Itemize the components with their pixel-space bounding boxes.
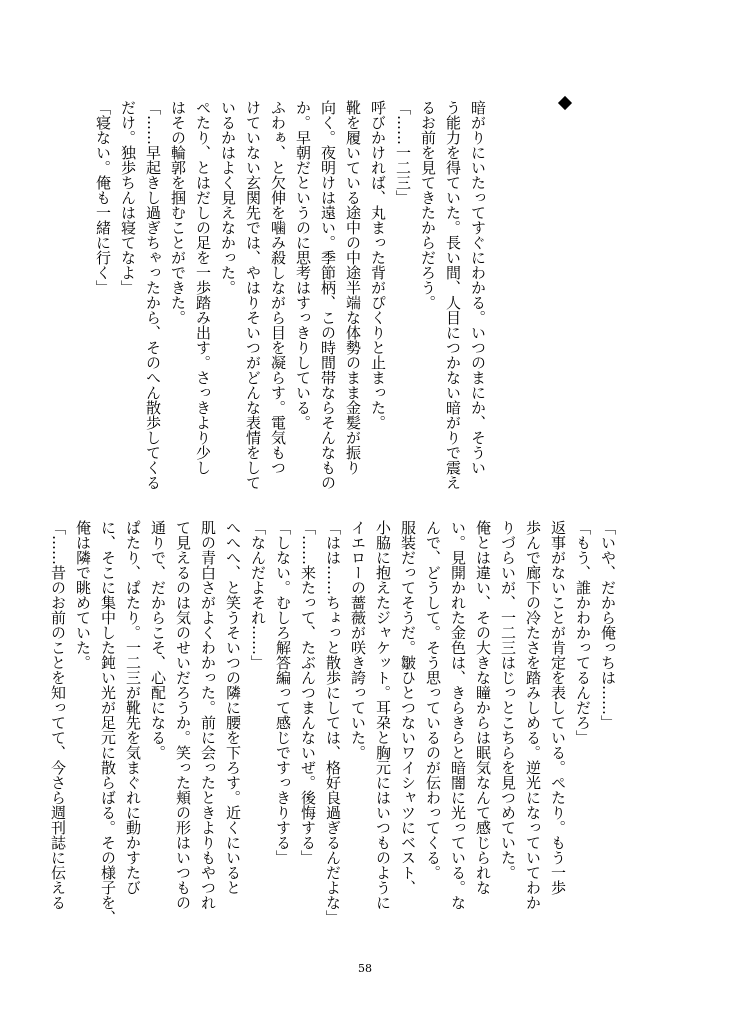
text-line: か。早朝だというのに思考はすっきりしている。 bbox=[294, 100, 312, 430]
text-line: るお前を見てきたからだろう。 bbox=[419, 100, 437, 310]
text-line: 向く。夜明けは遠い。季節柄、この時間帯ならそんなもの bbox=[319, 100, 337, 490]
text-line: んで、どうして。そう思っているのが伝わってくる。 bbox=[424, 520, 442, 880]
text-line: 「……来たって、たぶんつまんないぜ。後悔する」 bbox=[299, 520, 317, 865]
text-line: 返事がないことが肯定を表している。ぺたり。もう一歩 bbox=[549, 520, 567, 895]
text-line: 「しない。むしろ解答編って感じですっきりする」 bbox=[274, 520, 292, 865]
text-line: イエローの薔薇が咲き誇っていた。 bbox=[349, 520, 367, 760]
text-line: う能力を得ていた。長い間、人目につかない暗がりで震え bbox=[444, 100, 462, 490]
text-line: 「……一二三」 bbox=[394, 100, 412, 205]
page-number: 58 bbox=[358, 962, 372, 975]
text-line: 暗がりにいたってすぐにわかる。いつのまにか、そうい bbox=[469, 100, 487, 475]
text-line: 「なんだよそれ……」 bbox=[249, 520, 267, 670]
text-line: 俺は隣で眺めていた。 bbox=[74, 520, 92, 670]
text-line: 肌の青白さがよくわかった。前に会ったときよりもやつれ bbox=[199, 520, 217, 910]
text-line: 「寝ない。俺も一緒に行く」 bbox=[94, 100, 112, 295]
text-line: 呼びかければ、丸まった背がぴくりと止まった。 bbox=[369, 100, 387, 430]
text-line: 通りで、だからこそ、心配になる。 bbox=[149, 520, 167, 760]
text-line: いるかはよく見えなかった。 bbox=[219, 100, 237, 295]
text-line: い。見開かれた金色は、きらきらと暗闇に光っている。な bbox=[449, 520, 467, 910]
text-line: に、そこに集中した鈍い光が足元に散らばる。その様子を、 bbox=[99, 520, 117, 925]
text-line: けていない玄関先では、やはりそいつがどんな表情をして bbox=[244, 100, 262, 490]
text-line: 歩んで廊下の冷たさを踏みしめる。逆光になっていてわか bbox=[524, 520, 542, 910]
text-line: ふわぁ、と欠伸を噛み殺しながら目を凝らす。電気もつ bbox=[269, 100, 287, 475]
text-line: りづらいが、一二三はじっとこちらを見つめていた。 bbox=[499, 520, 517, 880]
text-line: 俺とは違い、その大きな瞳からは眠気なんて感じられな bbox=[474, 520, 492, 895]
section-diamond-icon bbox=[558, 96, 572, 110]
text-line: 「……昔のお前のことを知ってて、今さら週刊誌に伝える bbox=[49, 520, 67, 910]
text-line: だけ。独歩ちんは寝てなよ」 bbox=[119, 100, 137, 295]
text-line: 「はは……ちょっと散歩にしては、格好良過ぎるんだよな」 bbox=[324, 520, 342, 925]
text-line: はその輪郭を掴むことができた。 bbox=[169, 100, 187, 325]
text-line: へへへ、と笑うそいつの隣に腰を下ろす。近くにいると bbox=[224, 520, 242, 895]
text-line: 小脇に抱えたジャケット。耳朶と胸元にはいつものように bbox=[374, 520, 392, 910]
text-line: 「いや、だから俺っちは……」 bbox=[599, 520, 617, 730]
lower-text-block bbox=[45, 520, 620, 930]
text-line: 服装だってそうだ。皺ひとつないワイシャツにベスト、 bbox=[399, 520, 417, 895]
text-line: ぱたり、ぱたり。一二三が靴先を気まぐれに動かすたび bbox=[124, 520, 142, 895]
text-line: て見えるのは気のせいだろうか。笑った頬の形はいつもの bbox=[174, 520, 192, 910]
upper-text-block bbox=[90, 100, 490, 505]
text-line: 靴を履いている途中の中途半端な体勢のまま金髪が振り bbox=[344, 100, 362, 475]
text-line: 「……早起きし過ぎちゃったから、そのへん散歩してくる bbox=[144, 100, 162, 490]
text-line: 「もう、誰かわかってるんだろ」 bbox=[574, 520, 592, 745]
text-line: ぺたり、とはだしの足を一歩踏み出す。さっきより少し bbox=[194, 100, 212, 475]
